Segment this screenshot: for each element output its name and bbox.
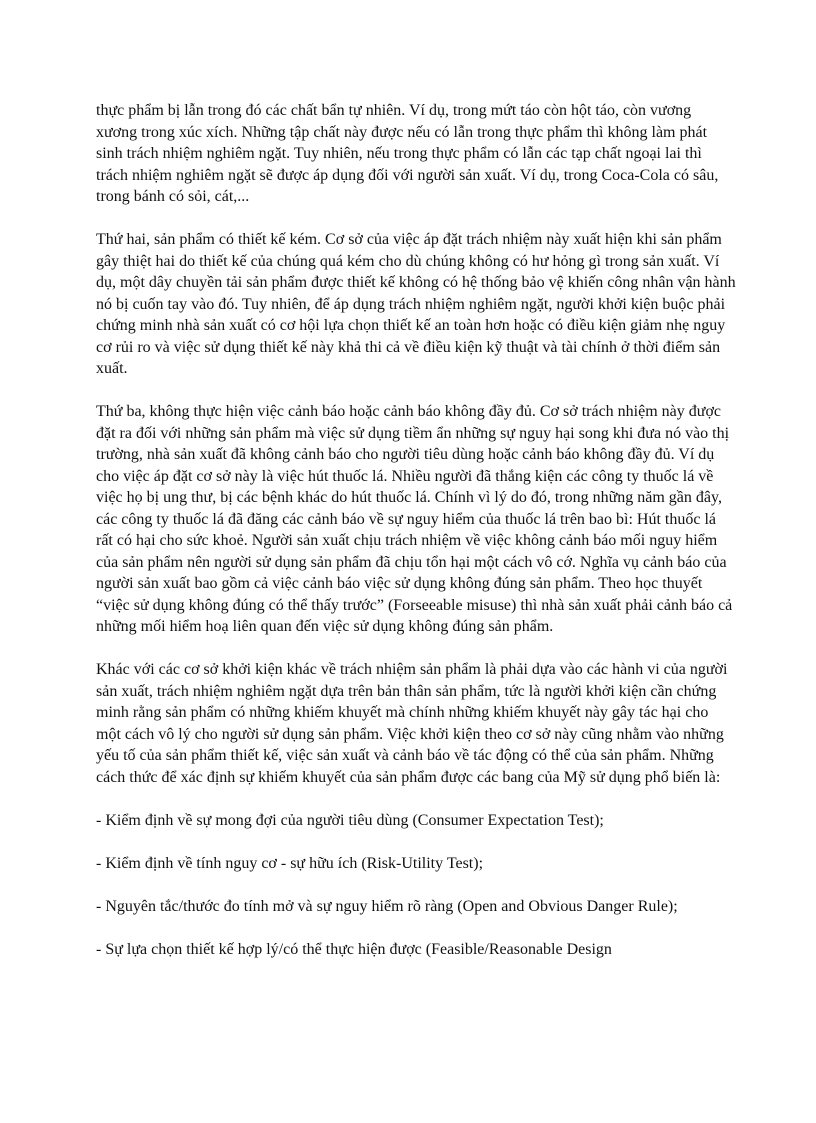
list-item-open-obvious-danger: - Nguyên tắc/thước đo tính mở và sự nguy hiểm rõ ràng (Open and Obvious Danger Rule); [96, 897, 678, 915]
paragraph-poor-design: Thứ hai, sản phẩm có thiết kế kém. Cơ sở của việc áp đặt trách nhiệm này xuất hiện khi sản phẩm gây thiệt hai do thiết kế của chúng quá kém cho dù chúng không có hư hỏng gì trong sản xuất. Ví dụ, một dây chuyền tải sản phẩm được thiết kế không có hệ thống bảo vệ khiến công nhân vận hành nó bị cuốn tay vào đó. Tuy nhiên, để áp dụng trách nhiệm nghiêm ngặt, người khởi kiện buộc phải chứng minh nhà sản xuất có cơ hội lựa chọn thiết kế an toàn hơn hoặc có điều kiện giảm nhẹ nguy cơ rủi ro và việc sử dụng thiết kế này khả thi cả về điều kiện kỹ thuật và tài chính ở thời điểm sản xuất. [96, 231, 736, 377]
paragraph-food-contaminants: thực phẩm bị lẫn trong đó các chất bẩn tự nhiên. Ví dụ, trong mứt táo còn hột táo, còn vương xương trong xúc xích. Những tập chất này được nếu có lẫn trong thực phẩm thì không làm phát sinh trách nhiệm nghiêm ngặt. Tuy nhiên, nếu trong thực phẩm có lẫn các tạp chất ngoại lai thì trách nhiệm nghiêm ngặt sẽ được áp dụng đối với người sản xuất. Ví dụ, trong Coca-Cola có sâu, trong bánh có sỏi, cát,... [96, 102, 719, 205]
list-item-risk-utility: - Kiểm định về tính nguy cơ - sự hữu ích (Risk-Utility Test); [96, 854, 484, 872]
document-page [96, 100, 736, 982]
list-item-consumer-expectation: - Kiểm định về sự mong đợi của người tiêu dùng (Consumer Expectation Test); [96, 811, 604, 829]
paragraph-strict-liability-defects: Khác với các cơ sở khởi kiện khác về trách nhiệm sản phẩm là phải dựa vào các hành vi của người sản xuất, trách nhiệm nghiêm ngặt dựa trên bản thân sản phẩm, tức là người khởi kiện cần chứng minh rằng sản phẩm có những khiếm khuyết mà chính những khiếm khuyết này gây tác hại cho một cách vô lý cho người sử dụng sản phẩm. Việc khởi kiện theo cơ sở này cũng nhằm vào những yếu tố của sản phẩm thiết kế, việc sản xuất và cảnh báo về tác động có thể của sản phẩm. Những cách thức để xác định sự khiếm khuyết của sản phẩm được các bang của Mỹ sử dụng phổ biến là: [96, 661, 728, 786]
list-item-feasible-design: - Sự lựa chọn thiết kế hợp lý/có thể thực hiện được (Feasible/Reasonable Design [96, 940, 612, 958]
paragraph-failure-to-warn: Thứ ba, không thực hiện việc cảnh báo hoặc cảnh báo không đầy đủ. Cơ sở trách nhiệm này được đặt ra đối với những sản phẩm mà việc sử dụng tiềm ẩn những sự nguy hại song khi đưa nó vào thị trường, nhà sản xuất đã không cảnh báo cho người tiêu dùng hoặc cảnh báo không đầy đủ. Ví dụ cho việc áp đặt cơ sở này là việc hút thuốc lá. Nhiều người đã thắng kiện các công ty thuốc lá về việc họ bị ung thư, bị các bệnh khác do hút thuốc lá. Chính vì lý do đó, trong những năm gần đây, các công ty thuốc lá đã đăng các cảnh báo về sự nguy hiểm của thuốc lá trên bao bì: Hút thuốc lá rất có hại cho sức khoẻ. Người sản xuất chịu trách nhiệm về việc không cảnh báo mối nguy hiểm của sản phẩm nên người sử dụng sản phẩm đã chịu tổn hại một cách vô cớ. Nghĩa vụ cảnh báo của người sản xuất bao gồm cả việc cảnh báo việc sử dụng không đúng sản phẩm. Theo học thuyết “việc sử dụng không đúng có thể thấy trước” (Forseeable misuse) thì nhà sản xuất phải cảnh báo cả những mối hiểm hoạ liên quan đến việc sử dụng không đúng sản phẩm. [96, 403, 733, 635]
